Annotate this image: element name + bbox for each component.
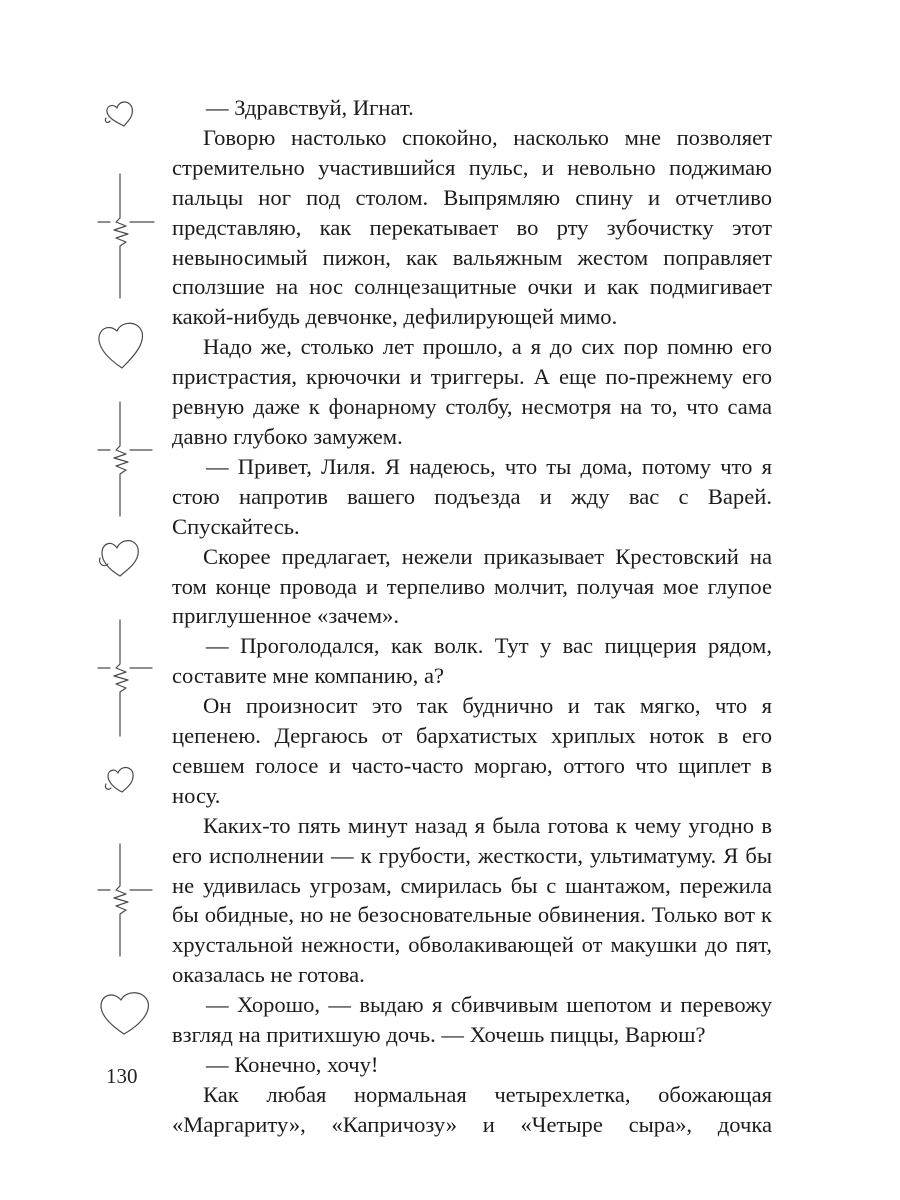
paragraph: — Конечно, хочу! bbox=[206, 1052, 379, 1077]
body-text bbox=[172, 93, 772, 1140]
page-number: 130 bbox=[106, 1064, 138, 1088]
paragraph: — Здравствуй, Игнат. bbox=[206, 95, 414, 120]
paragraph: — Привет, Лиля. Я надеюсь, что ты дома, потому что я стою напротив вашего подъезда и жду вас с Варей. Спускайтесь. bbox=[172, 453, 772, 539]
paragraph: Надо же, столько лет прошло, а я до сих пор помню его пристрастия, крючочки и триггеры. А еще по-прежнему его ревную даже к фонарному столбу, несмотря на то, что сама давно глубоко замужем. bbox=[172, 334, 772, 449]
heartbeat-line-icon bbox=[98, 174, 154, 298]
heartbeat-line-icon bbox=[98, 402, 152, 516]
paragraph: — Проголодался, как волк. Тут у вас пиццерия рядом, составите мне компанию, а? bbox=[172, 633, 772, 689]
heart-outline-icon bbox=[99, 323, 143, 368]
heart-outline-icon bbox=[105, 102, 132, 126]
heart-outline-icon bbox=[100, 541, 139, 576]
paragraph: — Хорошо, — выдаю я сбивчивым шепотом и перевожу взгляд на притихшую дочь. — Хочешь пиццы, Варюш? bbox=[172, 992, 772, 1048]
heartbeat-line-icon bbox=[98, 620, 152, 736]
heart-outline-icon bbox=[96, 988, 156, 1038]
heartbeat-line-icon bbox=[98, 844, 152, 956]
margin-decoration bbox=[86, 88, 166, 988]
paragraph: Каких-то пять минут назад я была готова к чему угодно в его исполнении — к грубости, жесткости, ультиматуму. Я бы не удивилась угрозам, смирилась бы с шантажом, пережила бы обидные, но не безосновательные обвинения. Только вот к хрустальной нежности, обволакивающей от макушки до пят, оказалась не готова. bbox=[172, 812, 772, 988]
paragraph: Он произносит это так буднично и так мягко, что я цепенею. Дергаюсь от бархатистых хриплых ноток в его севшем голосе и часто-часто моргаю, оттого что щиплет в носу. bbox=[172, 693, 772, 808]
heart-outline-icon bbox=[105, 767, 133, 792]
paragraph: Как любая нормальная четырехлетка, обожающая «Маргариту», «Капричозу» и «Четыре сыра», дочка bbox=[172, 1081, 772, 1137]
paragraph: Скорее предлагает, нежели приказывает Крестовский на том конце провода и терпеливо молчит, получая мое глупое приглушенное «зачем». bbox=[172, 543, 772, 629]
paragraph: Говорю настолько спокойно, насколько мне позволяет стремительно участившийся пульс, и невольно поджимаю пальцы ног под столом. Выпрямляю спину и отчетливо представляю, как перекатывает во рту зубочистку этот невыносимый пижон, как вальяжным жестом поправляет сползшие на нос солнцезащитные очки и как подмигивает какой-нибудь девчонке, дефилирующей мимо. bbox=[172, 124, 772, 330]
